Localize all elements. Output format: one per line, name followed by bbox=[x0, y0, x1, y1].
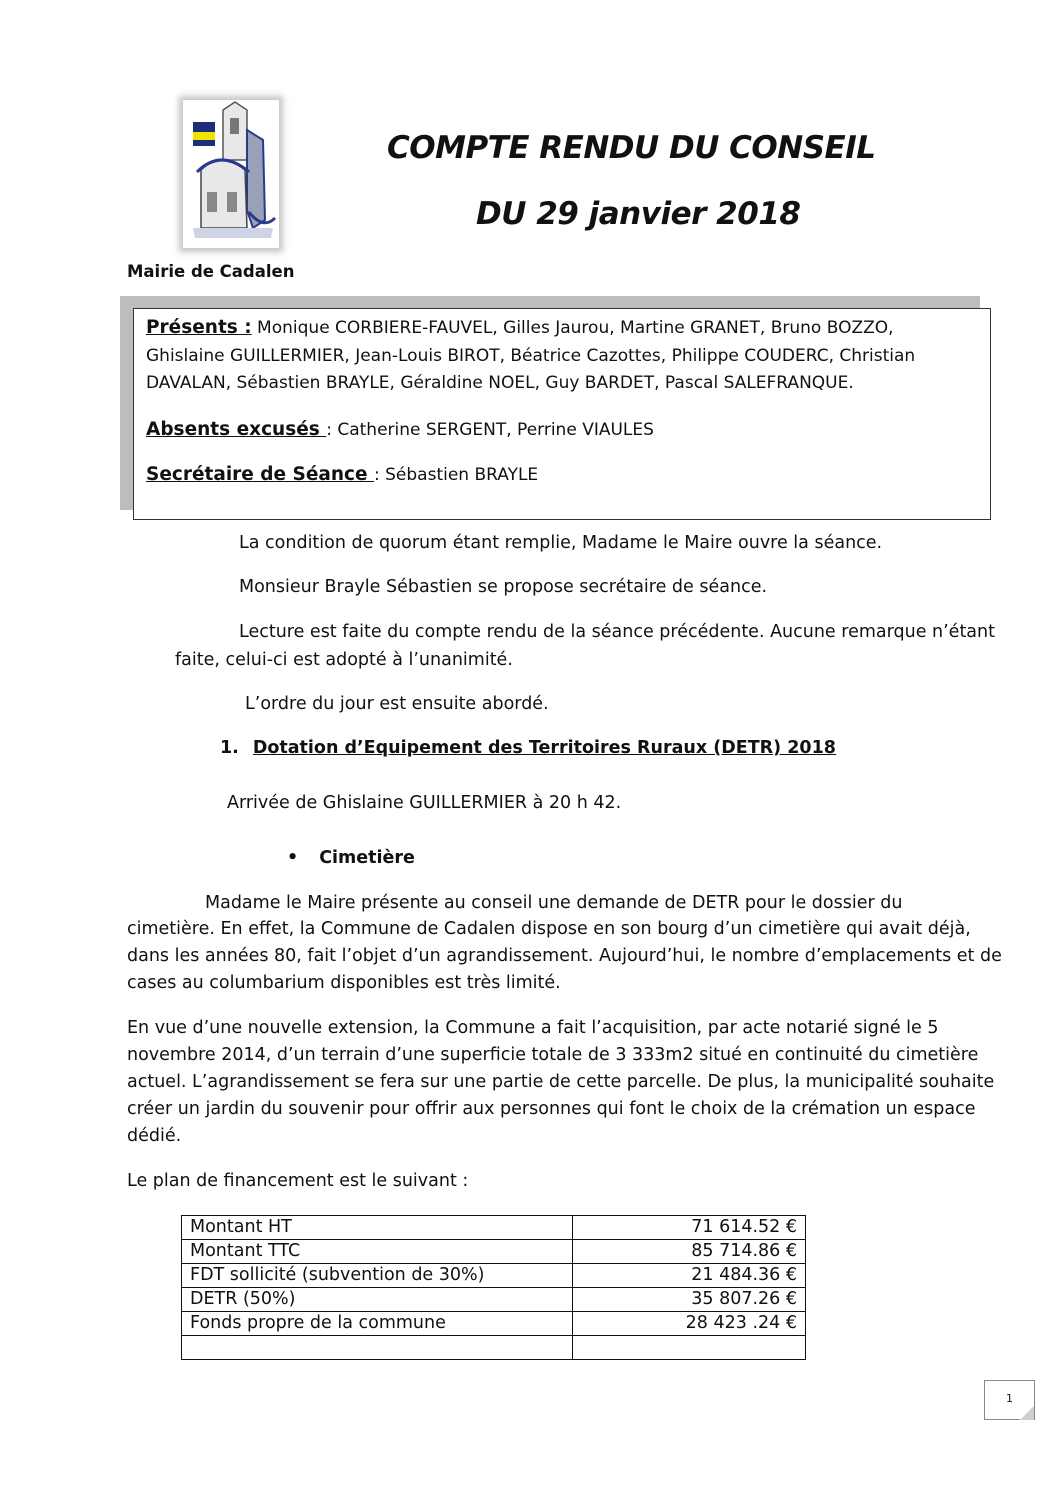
financing-label bbox=[182, 1336, 573, 1360]
cimetiere-p1-line3: dans les années 80, fait l’objet d’un agrandissement. Aujourd’hui, le nombre d’emplacements et de bbox=[127, 946, 1002, 966]
paragraph-lecture-line1: Lecture est faite du compte rendu de la séance précédente. Aucune remarque n’étant bbox=[239, 622, 995, 642]
financing-value: 35 807.26 € bbox=[573, 1288, 806, 1312]
table-row bbox=[182, 1264, 806, 1288]
financing-label: FDT sollicité (subvention de 30%) bbox=[182, 1264, 573, 1288]
plan-intro: Le plan de financement est le suivant : bbox=[127, 1171, 469, 1191]
cimetiere-p2-line4: créer un jardin du souvenir pour offrir aux personnes qui font le choix de la crémation un espace bbox=[127, 1099, 976, 1119]
table-row bbox=[182, 1312, 806, 1336]
table-row bbox=[182, 1336, 806, 1360]
paragraph-arrivee: Arrivée de Ghislaine GUILLERMIER à 20 h 42. bbox=[227, 793, 622, 813]
financing-value: 21 484.36 € bbox=[573, 1264, 806, 1288]
table-row bbox=[182, 1216, 806, 1240]
bullet-cimetiere bbox=[287, 848, 415, 868]
table-row bbox=[182, 1240, 806, 1264]
cimetiere-p2-line3: actuel. L’agrandissement se fera sur une partie de cette parcelle. De plus, la municipalité souhaite bbox=[127, 1072, 995, 1092]
presents-label: Présents : bbox=[146, 317, 252, 338]
financing-value: 85 714.86 € bbox=[573, 1240, 806, 1264]
absents-label: Absents excusés bbox=[146, 419, 327, 440]
paragraph-lecture-line2: faite, celui-ci est adopté à l’unanimité. bbox=[175, 650, 513, 670]
financing-label: DETR (50%) bbox=[182, 1288, 573, 1312]
attendance-box bbox=[133, 308, 991, 520]
cimetiere-p1-line4: cases au columbarium disponibles est très limité. bbox=[127, 973, 561, 993]
presents-line3: DAVALAN, Sébastien BRAYLE, Géraldine NOEL, Guy BARDET, Pascal SALEFRANQUE. bbox=[146, 373, 854, 393]
secretaire-name: : Sébastien BRAYLE bbox=[374, 465, 539, 485]
secretaire-label: Secrétaire de Séance bbox=[146, 464, 374, 485]
page-number: 1 bbox=[984, 1380, 1035, 1420]
document-title-line2: DU 29 janvier 2018 bbox=[476, 196, 801, 232]
bullet-icon: • bbox=[287, 848, 299, 868]
paragraph-secretaire: Monsieur Brayle Sébastien se propose secrétaire de séance. bbox=[239, 577, 768, 597]
section-title: Dotation d’Equipement des Territoires Ruraux (DETR) 2018 bbox=[252, 738, 836, 758]
table-row bbox=[182, 1288, 806, 1312]
page-curl-icon bbox=[1020, 1406, 1034, 1420]
cimetiere-p1-line1: Madame le Maire présente au conseil une demande de DETR pour le dossier du bbox=[205, 893, 903, 913]
mairie-name: Mairie de Cadalen bbox=[127, 262, 295, 281]
section-heading-detr bbox=[220, 738, 836, 758]
financing-label: Montant TTC bbox=[182, 1240, 573, 1264]
financing-value bbox=[573, 1336, 806, 1360]
cimetiere-p2-line2: novembre 2014, d’un terrain d’une superficie totale de 3 333m2 situé en continuité du cimetière bbox=[127, 1045, 979, 1065]
bullet-label: Cimetière bbox=[319, 848, 415, 868]
section-number: 1. bbox=[220, 738, 239, 758]
presents-line1 bbox=[146, 317, 894, 338]
financing-value: 28 423 .24 € bbox=[573, 1312, 806, 1336]
secretaire-line bbox=[146, 464, 538, 485]
paragraph-quorum: La condition de quorum étant remplie, Madame le Maire ouvre la séance. bbox=[239, 533, 883, 553]
church-icon bbox=[183, 100, 279, 248]
mairie-logo bbox=[183, 100, 279, 248]
cimetiere-p2-line5: dédié. bbox=[127, 1126, 182, 1146]
presents-line2: Ghislaine GUILLERMIER, Jean-Louis BIROT, Béatrice Cazottes, Philippe COUDERC, Christian bbox=[146, 346, 916, 366]
financing-label: Montant HT bbox=[182, 1216, 573, 1240]
cimetiere-p1-line2: cimetière. En effet, la Commune de Cadalen dispose en son bourg d’un cimetière qui avait déjà, bbox=[127, 919, 971, 939]
financing-value: 71 614.52 € bbox=[573, 1216, 806, 1240]
document-title-line1: COMPTE RENDU DU CONSEIL bbox=[387, 130, 876, 166]
absents-line bbox=[146, 419, 654, 440]
financing-table bbox=[181, 1215, 806, 1360]
financing-label: Fonds propre de la commune bbox=[182, 1312, 573, 1336]
cimetiere-p2-line1: En vue d’une nouvelle extension, la Commune a fait l’acquisition, par acte notarié signé le 5 bbox=[127, 1018, 939, 1038]
presents-names-1: Monique CORBIERE-FAUVEL, Gilles Jaurou, Martine GRANET, Bruno BOZZO, bbox=[251, 318, 894, 338]
paragraph-ordre-du-jour: L’ordre du jour est ensuite abordé. bbox=[245, 694, 549, 714]
absents-names: : Catherine SERGENT, Perrine VIAULES bbox=[326, 420, 654, 440]
